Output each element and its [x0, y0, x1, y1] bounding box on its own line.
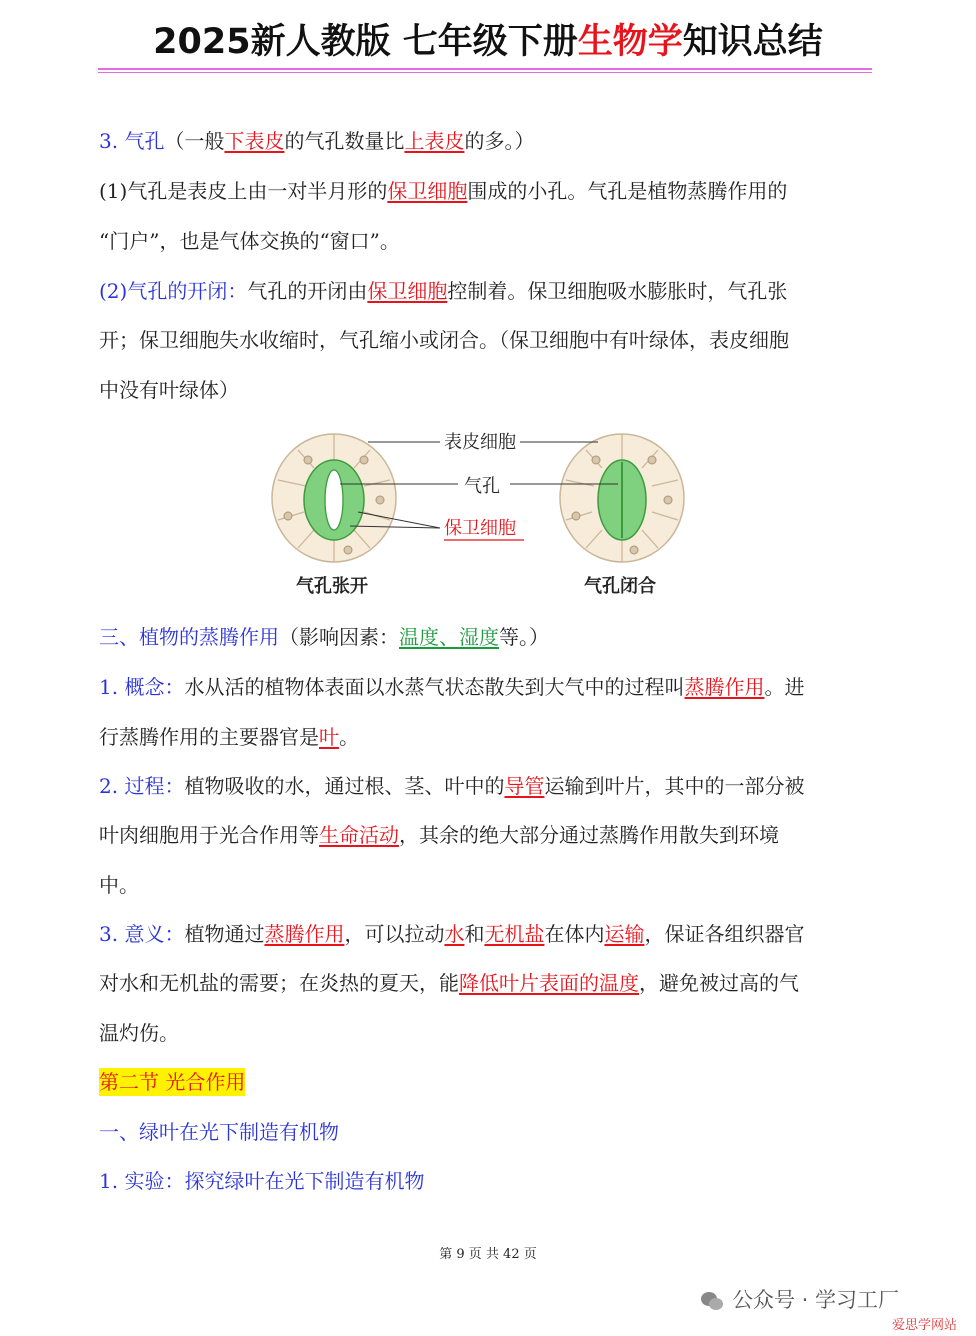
significance-line-cont: 对水和无机盐的需要；在炎热的夏天，能降低叶片表面的温度，避免被过高的气 [99, 971, 799, 995]
header-divider [98, 68, 872, 70]
concept-line-cont: 行蒸腾作用的主要器官是叶。 [99, 725, 359, 749]
process-line: 2. 过程：植物吸收的水，通过根、茎、叶中的导管运输到叶片，其中的一部分被 [99, 774, 805, 798]
process-line-cont2: 中。 [99, 873, 139, 897]
wechat-icon [700, 1290, 724, 1312]
concept-line: 1. 概念：水从活的植物体表面以水蒸气状态散失到大气中的过程叫蒸腾作用。进 [99, 675, 805, 699]
title-highlight: 生物学 [577, 22, 683, 62]
subsection-heading: 一、绿叶在光下制造有机物 [99, 1120, 339, 1144]
open-stoma [272, 434, 396, 562]
stoma-heading: 3. 气孔（一般下表皮的气孔数量比上表皮的多。） [99, 129, 535, 153]
page-number: 第 9 页 共 42 页 [439, 1247, 537, 1262]
significance-line: 3. 意义：植物通过蒸腾作用，可以拉动水和无机盐在体内运输，保证各组织器官 [99, 922, 805, 946]
header-divider-thin [98, 72, 872, 73]
site-watermark: 爱思学网站 [892, 1318, 958, 1333]
experiment-heading: 1. 实验：探究绿叶在光下制造有机物 [99, 1169, 425, 1193]
stoma-point-2-cont: 开；保卫细胞失水收缩时，气孔缩小或闭合。（保卫细胞中有叶绿体，表皮细胞 [99, 328, 789, 352]
label-stoma: 气孔 [464, 476, 500, 497]
stoma-point-2: (2)气孔的开闭：气孔的开闭由保卫细胞控制着。保卫细胞吸水膨胀时，气孔张 [99, 279, 788, 303]
label-guard-cells: 保卫细胞 [444, 518, 516, 539]
title-prefix: 2025新人教版 七年级下册 [153, 22, 578, 62]
transpiration-heading: 三、植物的蒸腾作用（影响因素：温度、湿度等。） [99, 625, 549, 649]
caption-closed: 气孔闭合 [584, 576, 656, 597]
caption-open: 气孔张开 [296, 576, 368, 597]
section-photosynthesis: 第二节 光合作用 [99, 1070, 246, 1094]
stoma-point-2-cont2: 中没有叶绿体） [99, 378, 239, 402]
watermark: 公众号 · 学习工厂 [700, 1284, 899, 1314]
significance-line-cont2: 温灼伤。 [99, 1021, 179, 1045]
title-suffix: 知识总结 [682, 22, 823, 62]
stoma-diagram [268, 420, 688, 610]
stoma-point-1-cont: “门户”，也是气体交换的“窗口”。 [99, 229, 400, 253]
closed-stoma [560, 434, 684, 562]
page-title [0, 14, 976, 64]
process-line-cont: 叶肉细胞用于光合作用等生命活动，其余的绝大部分通过蒸腾作用散失到环境 [99, 823, 779, 847]
label-epidermis: 表皮细胞 [444, 432, 516, 453]
stoma-point-1: (1)气孔是表皮上由一对半月形的保卫细胞围成的小孔。气孔是植物蒸腾作用的 [99, 179, 788, 203]
